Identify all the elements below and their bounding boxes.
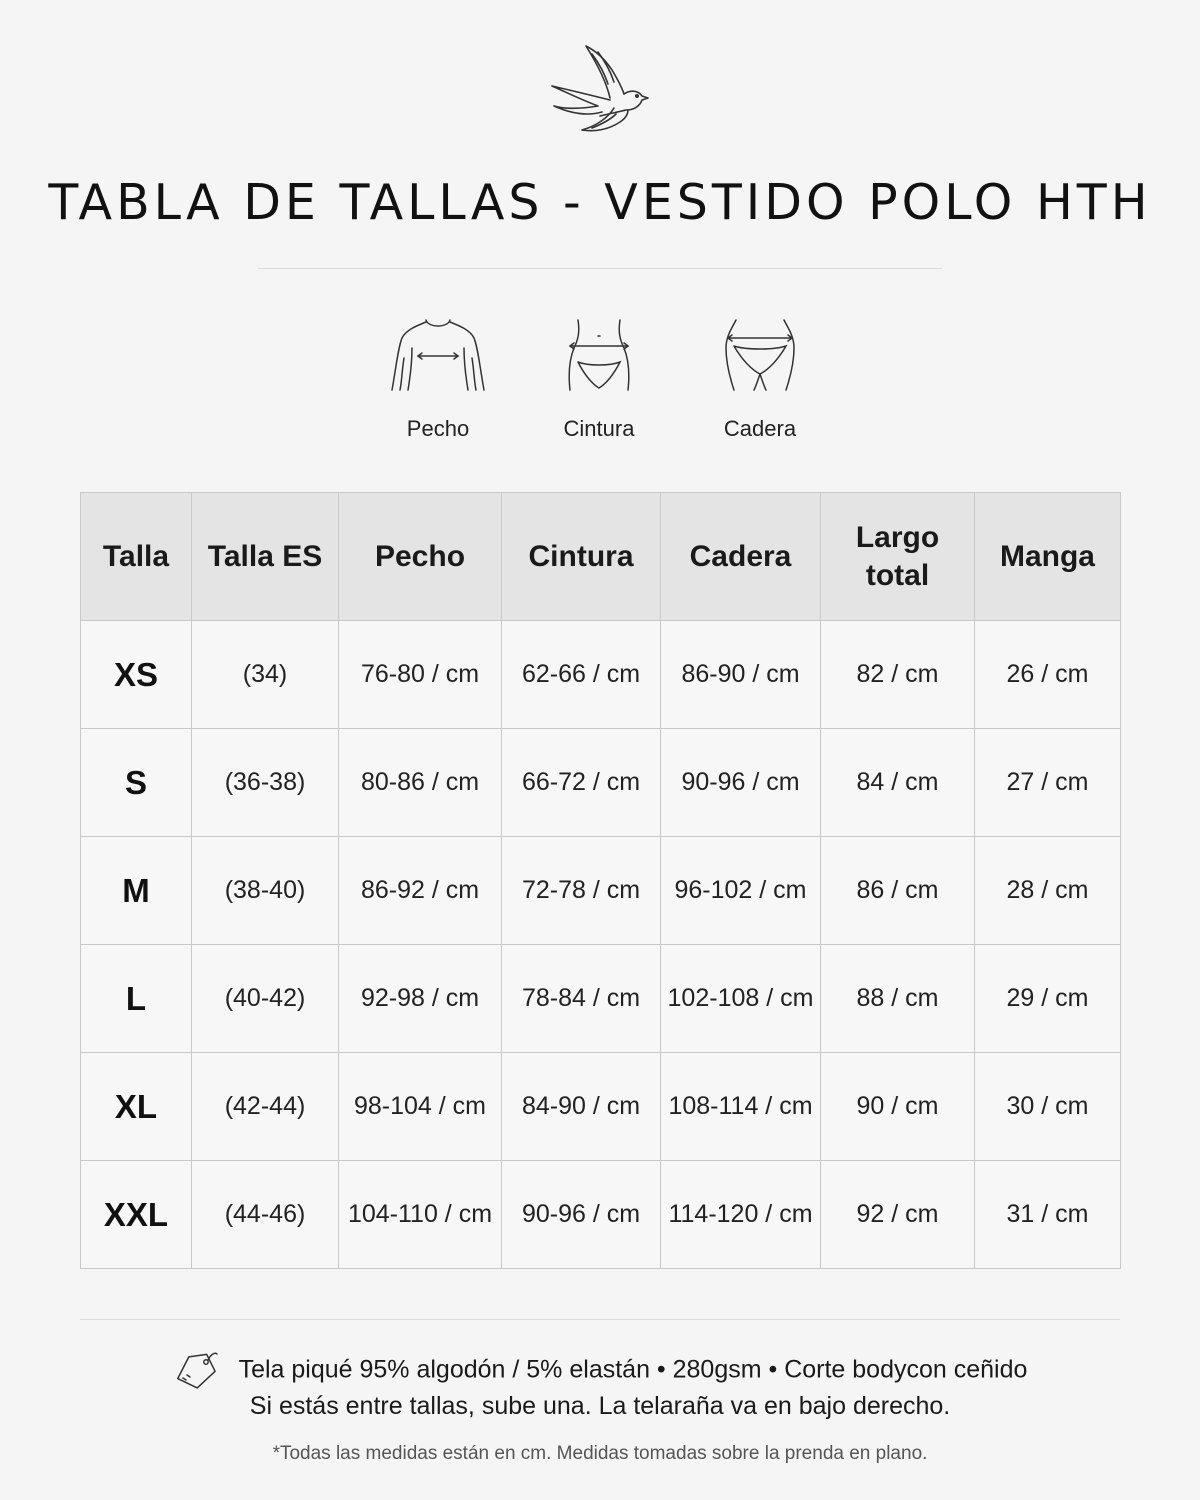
table-header-row: [81, 493, 1121, 621]
table-cell: (36-38): [192, 729, 339, 837]
column-header: Largo total: [821, 493, 975, 621]
table-cell: 29 / cm: [975, 945, 1121, 1053]
price-tag-icon: [173, 1350, 219, 1390]
waist-measure-icon: [564, 318, 634, 392]
table-cell: 62-66 / cm: [502, 621, 661, 729]
table-cell: 78-84 / cm: [502, 945, 661, 1053]
table-cell: 86-90 / cm: [661, 621, 821, 729]
column-header: Talla ES: [192, 493, 339, 621]
table-cell: 90 / cm: [821, 1053, 975, 1161]
fabric-note-text: Tela piqué 95% algodón / 5% elastán • 280gsm • Corte bodycon ceñido: [238, 1355, 1028, 1384]
measure-label: Cadera: [723, 416, 797, 441]
size-cell: XS: [81, 621, 192, 729]
table-row: [81, 729, 1121, 837]
hip-measure-icon: [720, 318, 800, 392]
table-row: [81, 621, 1121, 729]
table-cell: 72-78 / cm: [502, 837, 661, 945]
table-row: [81, 945, 1121, 1053]
table-cell: 86-92 / cm: [339, 837, 502, 945]
table-cell: 26 / cm: [975, 621, 1121, 729]
table-cell: (42-44): [192, 1053, 339, 1161]
table-row: [81, 837, 1121, 945]
measure-label: Pecho: [406, 416, 470, 441]
table-cell: 30 / cm: [975, 1053, 1121, 1161]
table-cell: (44-46): [192, 1161, 339, 1269]
table-cell: 92 / cm: [821, 1161, 975, 1269]
measure-hip: [700, 318, 820, 442]
table-cell: 114-120 / cm: [661, 1161, 821, 1269]
measure-label: Cintura: [563, 416, 635, 441]
table-row: [81, 1053, 1121, 1161]
table-cell: 84-90 / cm: [502, 1053, 661, 1161]
table-cell: 31 / cm: [975, 1161, 1121, 1269]
column-header: Pecho: [339, 493, 502, 621]
table-cell: 82 / cm: [821, 621, 975, 729]
divider: [258, 268, 942, 269]
column-header: Cintura: [502, 493, 661, 621]
table-cell: 88 / cm: [821, 945, 975, 1053]
table-cell: 90-96 / cm: [661, 729, 821, 837]
measure-chest: [378, 318, 498, 442]
footnote: *Todas las medidas están en cm. Medidas tomadas sobre la prenda en plano.: [272, 1443, 928, 1464]
table-cell: (38-40): [192, 837, 339, 945]
table-cell: (34): [192, 621, 339, 729]
size-cell: S: [81, 729, 192, 837]
table-cell: 98-104 / cm: [339, 1053, 502, 1161]
table-cell: 90-96 / cm: [502, 1161, 661, 1269]
table-cell: 104-110 / cm: [339, 1161, 502, 1269]
size-cell: XL: [81, 1053, 192, 1161]
divider: [80, 1319, 1120, 1320]
column-header: Cadera: [661, 493, 821, 621]
table-cell: 102-108 / cm: [661, 945, 821, 1053]
size-cell: XXL: [81, 1161, 192, 1269]
table-cell: 66-72 / cm: [502, 729, 661, 837]
fabric-note: [0, 1350, 1200, 1390]
size-advice: Si estás entre tallas, sube una. La telaraña va en bajo derecho.: [249, 1392, 951, 1420]
table-cell: 92-98 / cm: [339, 945, 502, 1053]
chest-measure-icon: [390, 318, 486, 392]
column-header: Talla: [81, 493, 192, 621]
table-cell: 86 / cm: [821, 837, 975, 945]
page-title: TABLA DE TALLAS - VESTIDO POLO HTH: [48, 174, 1152, 231]
table-cell: 84 / cm: [821, 729, 975, 837]
measure-waist: [539, 318, 659, 442]
table-cell: 76-80 / cm: [339, 621, 502, 729]
table-cell: 108-114 / cm: [661, 1053, 821, 1161]
swallow-icon: [548, 40, 652, 136]
table-row: [81, 1161, 1121, 1269]
table-cell: 80-86 / cm: [339, 729, 502, 837]
column-header: Manga: [975, 493, 1121, 621]
table-cell: (40-42): [192, 945, 339, 1053]
size-cell: L: [81, 945, 192, 1053]
table-cell: 28 / cm: [975, 837, 1121, 945]
size-cell: M: [81, 837, 192, 945]
size-table: [80, 492, 1121, 1269]
table-cell: 27 / cm: [975, 729, 1121, 837]
table-cell: 96-102 / cm: [661, 837, 821, 945]
